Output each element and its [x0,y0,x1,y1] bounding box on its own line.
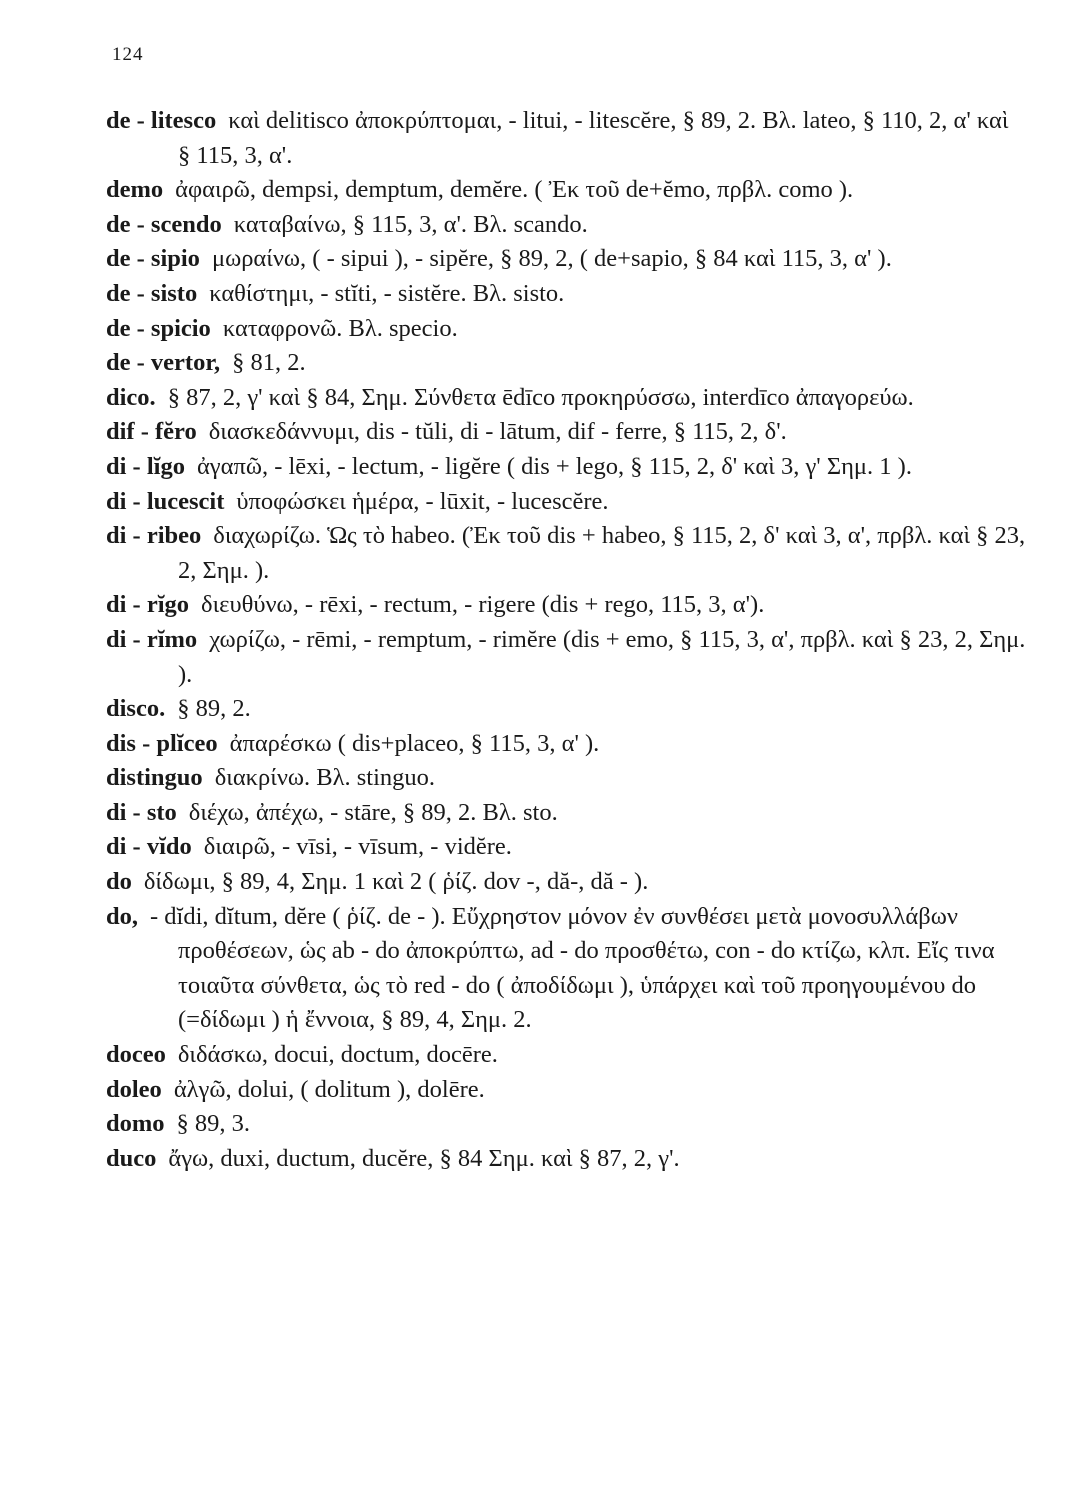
dictionary-entry [106,623,1026,692]
entry-headword: di - lĭgo [106,452,185,480]
entry-definition: § 87, 2, γ' καὶ § 84, Σημ. Σύνθετα ēdīco προκηρύσσω, interdīco ἀπαγορεύω. [167,383,914,411]
entry-definition: § 89, 3. [176,1110,251,1138]
entry-definition: ἀγαπῶ, - lēxi, - lectum, - ligĕre ( dis + lego, § 115, 2, δ' καὶ 3, γ' Σημ. 1 ). [196,452,912,480]
entry-headword: de - spicio [106,314,211,342]
entry-headword: doceo [106,1041,166,1069]
entry-headword: de - vertor, [106,349,221,377]
entry-definition: καὶ delitisco ἀποκρύπτομαι, - litui, - litescĕre, § 89, 2. Βλ. lateo, § 110, 2, α' καὶ § 115, 3, α'. [178,107,1009,169]
entry-headword: de - scendo [106,210,222,238]
entry-definition: καταφρονῶ. Βλ. specio. [222,314,458,342]
dictionary-entry [106,761,1026,796]
entry-definition: - dĭdi, dĭtum, dĕre ( ῥίζ. de - ). Εὔχρηστον μόνον ἐν συνθέσει μετὰ μονοσυλλάβων προθέσεων, ὡς ab - do ἀποκρύπτω, ad - do προσθέτω, con - do κτίζω, κλπ. Εἴς τινα τοιαῦτα σύνθετα, ὡς τὸ red - do ( ἀποδίδωμι ), ὑπάρχει καὶ τοῦ προηγουμένου do (=δίδωμι ) ἡ ἔννοια, § 89, 4, Σημ. 2. [150,902,995,1034]
entry-definition: ἄγω, duxi, ductum, ducĕre, § 84 Σημ. καὶ § 87, 2, γ'. [168,1144,680,1172]
dictionary-entry [106,381,1026,416]
entry-definition: διαχωρίζω. Ὡς τὸ habeo. (Ἐκ τοῦ dis + habeo, § 115, 2, δ' καὶ 3, α', πρβλ. καὶ § 23, 2, Σημ. ). [178,522,1026,584]
dictionary-entry [106,485,1026,520]
entry-headword: de - sisto [106,279,198,307]
entry-definition: ὑποφώσκει ἡμέρα, - lūxit, - lucescĕre. [236,487,609,515]
dictionary-entry [106,796,1026,831]
dictionary-entry [106,692,1026,727]
dictionary-entry [106,1142,1026,1177]
entry-definition: καθίστημι, - stĭti, - sistĕre. Βλ. sisto. [209,279,565,307]
entry-definition: διακρίνω. Βλ. stinguo. [214,764,436,792]
dictionary-entry [106,173,1026,208]
dictionary-entry [106,830,1026,865]
entry-definition: διδάσκω, docui, doctum, docēre. [177,1041,498,1069]
dictionary-entry [106,727,1026,762]
entry-definition: δίδωμι, § 89, 4, Σημ. 1 καὶ 2 ( ῥίζ. dov -, dă-, dă - ). [143,868,649,896]
dictionary-entry [106,450,1026,485]
entry-definition: § 81, 2. [232,349,306,377]
dictionary-entries [106,104,1026,1176]
dictionary-entry [106,1073,1026,1108]
entry-headword: do [106,868,132,896]
entry-definition: διασκεδάννυμι, dis - tŭli, di - lātum, dif - ferre, § 115, 2, δ'. [208,418,787,446]
dictionary-entry [106,1107,1026,1142]
dictionary-entry [106,865,1026,900]
entry-headword: distinguo [106,764,203,792]
entry-headword: doleo [106,1075,162,1103]
entry-definition: ἀπαρέσκω ( dis+placeo, § 115, 3, α' ). [229,729,600,757]
dictionary-entry [106,588,1026,623]
entry-headword: dif - fĕro [106,418,197,446]
entry-headword: disco. [106,695,166,723]
dictionary-entry [106,104,1026,173]
entry-headword: domo [106,1110,165,1138]
dictionary-entry [106,519,1026,588]
entry-headword: di - rĭgo [106,591,190,619]
dictionary-entry [106,346,1026,381]
entry-headword: di - lucescit [106,487,225,515]
dictionary-entry [106,242,1026,277]
entry-headword: di - vĭdo [106,833,192,861]
dictionary-entry [106,277,1026,312]
entry-definition: § 89, 2. [177,695,251,723]
page-number: 124 [112,44,144,65]
entry-definition: διευθύνω, - rēxi, - rectum, - rigere (dis + rego, 115, 3, α'). [201,591,765,619]
entry-headword: dis - plĭceo [106,729,218,757]
entry-headword: di - rĭmo [106,625,198,653]
entry-headword: demo [106,176,164,204]
entry-headword: di - ribeo [106,522,202,550]
entry-definition: διέχω, ἀπέχω, - stāre, § 89, 2. Βλ. sto. [188,798,558,826]
entry-definition: καταβαίνω, § 115, 3, α'. Βλ. scando. [233,210,588,238]
entry-headword: de - sipio [106,245,200,273]
entry-definition: χωρίζω, - rēmi, - remptum, - rimĕre (dis + emo, § 115, 3, α', πρβλ. καὶ § 23, 2, Σημ. ). [178,625,1026,688]
entry-headword: di - sto [106,798,177,826]
entry-headword: dico. [106,383,156,411]
dictionary-entry [106,900,1026,1038]
entry-definition: ἀλγῶ, dolui, ( dolitum ), dolēre. [173,1075,485,1103]
entry-definition: διαιρῶ, - vīsi, - vīsum, - vidĕre. [203,833,512,861]
entry-definition: ἀφαιρῶ, dempsi, demptum, demĕre. ( Ἐκ τοῦ de+ĕmo, πρβλ. como ). [175,176,854,204]
dictionary-entry [106,415,1026,450]
entry-definition: μωραίνω, ( - sipui ), - sipĕre, § 89, 2, ( de+sapio, § 84 καὶ 115, 3, α' ). [211,245,892,273]
entry-headword: de - litesco [106,107,217,134]
dictionary-entry [106,1038,1026,1073]
entry-headword: duco [106,1144,157,1172]
entry-headword: do, [106,902,139,930]
dictionary-entry [106,312,1026,347]
dictionary-entry [106,208,1026,243]
